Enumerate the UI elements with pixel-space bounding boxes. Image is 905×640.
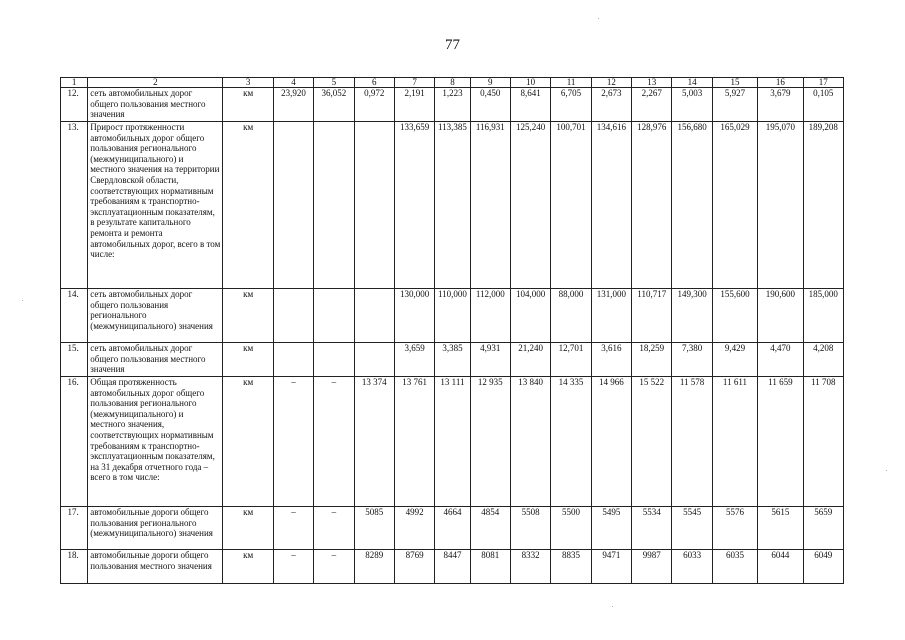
- column-number-cell: 16: [758, 78, 803, 88]
- value-cell: 4992: [394, 507, 434, 550]
- column-number-cell: 10: [510, 78, 550, 88]
- value-cell: 23,920: [273, 88, 313, 122]
- value-cell: 185,000: [803, 289, 843, 343]
- value-cell: 5534: [632, 507, 672, 550]
- value-cell: 21,240: [510, 343, 550, 377]
- value-cell: 4854: [470, 507, 510, 550]
- value-cell: 11 578: [672, 377, 712, 507]
- column-number-cell: 9: [470, 78, 510, 88]
- unit-cell: км: [223, 550, 273, 584]
- scan-speck: [886, 470, 887, 471]
- row-number: 13.: [61, 122, 88, 289]
- value-cell: [354, 289, 394, 343]
- value-cell: 125,240: [510, 122, 550, 289]
- value-cell: 5,003: [672, 88, 712, 122]
- unit-cell: км: [223, 122, 273, 289]
- value-cell: 7,380: [672, 343, 712, 377]
- value-cell: 5508: [510, 507, 550, 550]
- value-cell: 3,616: [591, 343, 631, 377]
- row-number: 17.: [61, 507, 88, 550]
- value-cell: 190,600: [758, 289, 803, 343]
- table-row: [61, 343, 844, 377]
- value-cell: 5085: [354, 507, 394, 550]
- indicator-name: сеть автомобильных дорог общего пользования местного значения: [88, 343, 223, 377]
- column-number-cell: 6: [354, 78, 394, 88]
- row-number: 15.: [61, 343, 88, 377]
- value-cell: [314, 343, 354, 377]
- value-cell: 130,000: [394, 289, 434, 343]
- value-cell: 6044: [758, 550, 803, 584]
- value-cell: 5500: [551, 507, 591, 550]
- indicator-name: сеть автомобильных дорог общего пользования местного значения: [88, 88, 223, 122]
- value-cell: –: [314, 507, 354, 550]
- value-cell: 0,450: [470, 88, 510, 122]
- unit-cell: км: [223, 377, 273, 507]
- value-cell: 156,680: [672, 122, 712, 289]
- value-cell: 112,000: [470, 289, 510, 343]
- value-cell: 3,679: [758, 88, 803, 122]
- value-cell: 131,000: [591, 289, 631, 343]
- value-cell: 8,641: [510, 88, 550, 122]
- value-cell: 15 522: [632, 377, 672, 507]
- row-number: 16.: [61, 377, 88, 507]
- column-number-cell: 13: [632, 78, 672, 88]
- value-cell: 2,191: [394, 88, 434, 122]
- value-cell: –: [273, 507, 313, 550]
- column-number-cell: 3: [223, 78, 273, 88]
- value-cell: 165,029: [712, 122, 757, 289]
- row-number: 18.: [61, 550, 88, 584]
- table-row: [61, 88, 844, 122]
- indicator-name: автомобильные дороги общего пользования местного значения: [88, 550, 223, 584]
- value-cell: 8769: [394, 550, 434, 584]
- unit-cell: км: [223, 88, 273, 122]
- value-cell: 6,705: [551, 88, 591, 122]
- value-cell: 9471: [591, 550, 631, 584]
- unit-cell: км: [223, 507, 273, 550]
- value-cell: 6049: [803, 550, 843, 584]
- value-cell: [273, 122, 313, 289]
- value-cell: 8081: [470, 550, 510, 584]
- value-cell: 6035: [712, 550, 757, 584]
- column-number-cell: 11: [551, 78, 591, 88]
- value-cell: 8447: [435, 550, 470, 584]
- value-cell: [273, 289, 313, 343]
- unit-cell: км: [223, 289, 273, 343]
- indicators-table: [60, 77, 844, 584]
- value-cell: 9,429: [712, 343, 757, 377]
- value-cell: 133,659: [394, 122, 434, 289]
- value-cell: –: [314, 550, 354, 584]
- column-number-cell: 15: [712, 78, 757, 88]
- row-number: 14.: [61, 289, 88, 343]
- column-number-cell: 12: [591, 78, 631, 88]
- value-cell: 88,000: [551, 289, 591, 343]
- value-cell: 8289: [354, 550, 394, 584]
- value-cell: 13 111: [435, 377, 470, 507]
- page-number: 77: [445, 37, 460, 53]
- column-number-cell: 5: [314, 78, 354, 88]
- value-cell: –: [314, 377, 354, 507]
- value-cell: [354, 122, 394, 289]
- value-cell: 8835: [551, 550, 591, 584]
- column-number-cell: 14: [672, 78, 712, 88]
- value-cell: 128,976: [632, 122, 672, 289]
- value-cell: [273, 343, 313, 377]
- value-cell: 1,223: [435, 88, 470, 122]
- value-cell: 11 611: [712, 377, 757, 507]
- value-cell: 5615: [758, 507, 803, 550]
- table-row: [61, 289, 844, 343]
- value-cell: 0,105: [803, 88, 843, 122]
- value-cell: 149,300: [672, 289, 712, 343]
- indicator-name: автомобильные дороги общего пользования регионального (межмуниципального) значения: [88, 507, 223, 550]
- value-cell: [314, 289, 354, 343]
- scan-speck: [598, 18, 599, 19]
- value-cell: 6033: [672, 550, 712, 584]
- unit-cell: км: [223, 343, 273, 377]
- value-cell: 100,701: [551, 122, 591, 289]
- value-cell: 12 935: [470, 377, 510, 507]
- table-row: [61, 507, 844, 550]
- value-cell: 14 966: [591, 377, 631, 507]
- value-cell: 4,931: [470, 343, 510, 377]
- value-cell: 110,000: [435, 289, 470, 343]
- value-cell: [314, 122, 354, 289]
- column-number-cell: 17: [803, 78, 843, 88]
- value-cell: 4,208: [803, 343, 843, 377]
- value-cell: 11 659: [758, 377, 803, 507]
- scan-speck: [22, 300, 23, 301]
- value-cell: 3,659: [394, 343, 434, 377]
- indicator-name: Прирост протяженности автомобильных дорог общего пользования регионального (межмуниципального) и местного значения на территории Свердловской области, соответствующих нормативным требованиям к транспортно-эксплуатационным показателям, в результате капитального ремонта и ремонта автомобильных дорог, всего в том числе:: [88, 122, 223, 289]
- row-number: 12.: [61, 88, 88, 122]
- value-cell: 9987: [632, 550, 672, 584]
- value-cell: 12,701: [551, 343, 591, 377]
- value-cell: 5576: [712, 507, 757, 550]
- value-cell: 18,259: [632, 343, 672, 377]
- value-cell: 14 335: [551, 377, 591, 507]
- value-cell: 0,972: [354, 88, 394, 122]
- column-number-cell: 4: [273, 78, 313, 88]
- value-cell: 155,600: [712, 289, 757, 343]
- value-cell: 116,931: [470, 122, 510, 289]
- value-cell: 4,470: [758, 343, 803, 377]
- table-row: [61, 550, 844, 584]
- value-cell: 195,070: [758, 122, 803, 289]
- indicator-name: сеть автомобильных дорог общего пользования регионального (межмуниципального) значения: [88, 289, 223, 343]
- value-cell: 113,385: [435, 122, 470, 289]
- column-number-cell: 2: [88, 78, 223, 88]
- indicator-name: Общая протяженность автомобильных дорог общего пользования регионального (межмуниципального) и местного значения, соответствующих нормативным требованиям к транспортно-эксплуатационным показателям, на 31 декабря отчетного года – всего в том числе:: [88, 377, 223, 507]
- value-cell: 5495: [591, 507, 631, 550]
- value-cell: –: [273, 550, 313, 584]
- value-cell: 5545: [672, 507, 712, 550]
- value-cell: 13 374: [354, 377, 394, 507]
- value-cell: 11 708: [803, 377, 843, 507]
- column-number-cell: 1: [61, 78, 88, 88]
- value-cell: –: [273, 377, 313, 507]
- table-row: [61, 377, 844, 507]
- value-cell: 8332: [510, 550, 550, 584]
- value-cell: 36,052: [314, 88, 354, 122]
- value-cell: 13 840: [510, 377, 550, 507]
- value-cell: 104,000: [510, 289, 550, 343]
- table-row: [61, 122, 844, 289]
- column-number-cell: 7: [394, 78, 434, 88]
- value-cell: [354, 343, 394, 377]
- value-cell: 110,717: [632, 289, 672, 343]
- value-cell: 4664: [435, 507, 470, 550]
- value-cell: 13 761: [394, 377, 434, 507]
- value-cell: 3,385: [435, 343, 470, 377]
- value-cell: 5,927: [712, 88, 757, 122]
- value-cell: 134,616: [591, 122, 631, 289]
- value-cell: 5659: [803, 507, 843, 550]
- table-header-row: [61, 78, 844, 88]
- value-cell: 2,673: [591, 88, 631, 122]
- column-number-cell: 8: [435, 78, 470, 88]
- scan-speck: [612, 606, 613, 607]
- value-cell: 189,208: [803, 122, 843, 289]
- value-cell: 2,267: [632, 88, 672, 122]
